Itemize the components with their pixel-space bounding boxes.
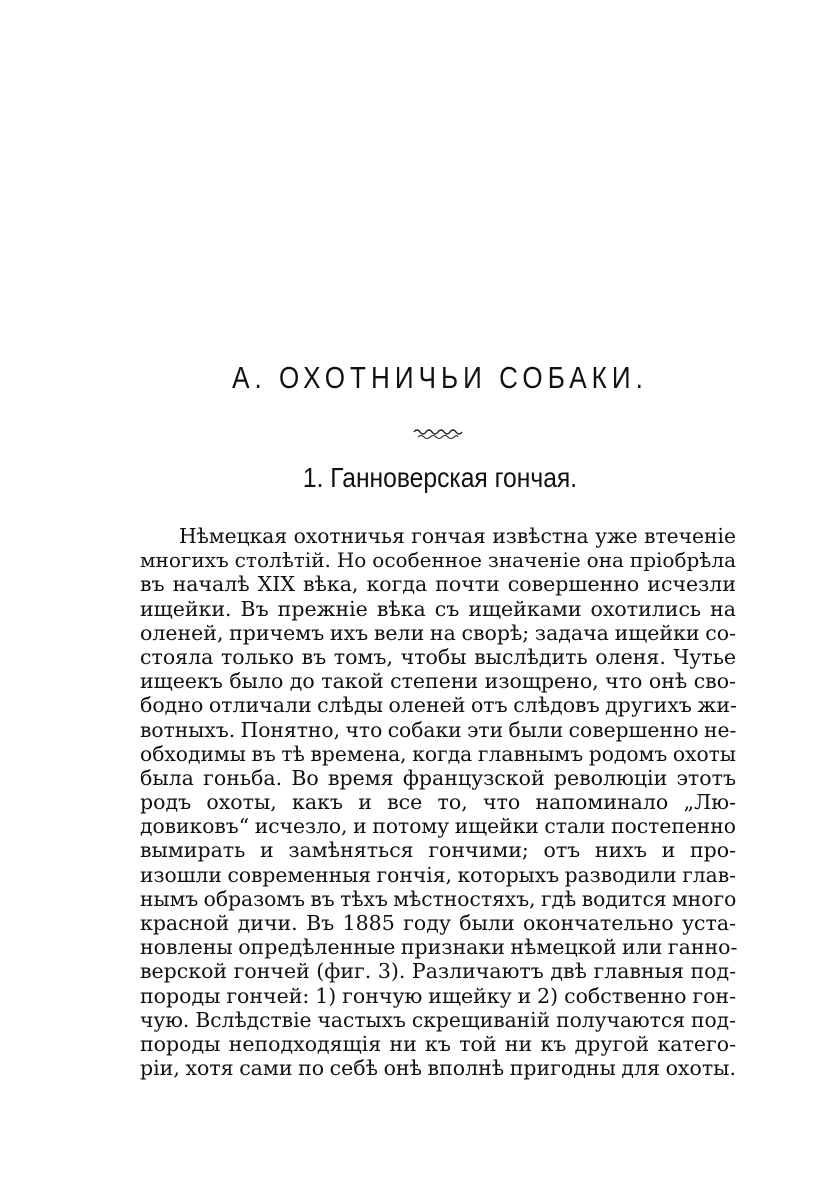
text-line: ищейки. Въ прежніе вѣка съ ищейками охотились на bbox=[140, 596, 736, 621]
text-line: породы неподходящія ни къ той ни къ другой катего- bbox=[140, 1031, 736, 1056]
text-line: стояла только въ томъ, чтобы выслѣдить оленя. Чутье bbox=[140, 644, 736, 669]
text-line: въ началѣ XIX вѣка, когда почти совершенно исчезли bbox=[140, 572, 736, 597]
chapter-title: 1. Ганноверская гончая. bbox=[302, 462, 578, 493]
text-line: чую. Вслѣдствіе частыхъ скрещиваній получаются под- bbox=[140, 1007, 736, 1032]
text-line: многихъ столѣтій. Но особенное значеніе она пріобрѣла bbox=[140, 548, 736, 573]
text-line: обходимы въ тѣ времена, когда главнымъ родомъ охоты bbox=[140, 741, 736, 766]
section-title: А. ОХОТНИЧЬИ СОБАКИ. bbox=[232, 360, 648, 395]
text-line: новлены опредѣленные признаки нѣмецкой или ганно- bbox=[140, 935, 738, 960]
text-line: была гоньба. Во время французской революціи этотъ bbox=[140, 765, 736, 790]
text-line: вымирать и замѣняться гончими; отъ нихъ и про- bbox=[140, 838, 736, 863]
text-line: бодно отличали слѣды оленей отъ слѣдовъ другихъ жи- bbox=[140, 693, 737, 718]
text-line: нымъ образомъ въ тѣхъ мѣстностяхъ, гдѣ водится много bbox=[140, 886, 737, 911]
text-line: ріи, хотя сами по себѣ онѣ вполнѣ пригодны для охоты. bbox=[140, 1056, 736, 1081]
text-line: родъ охоты, какъ и все то, что напоминало „Лю- bbox=[140, 790, 736, 815]
text-line: вотныхъ. Понятно, что собаки эти были совершенно не- bbox=[140, 717, 737, 742]
text-line: оленей, причемъ ихъ вели на сворѣ; задача ищейки со- bbox=[140, 620, 736, 645]
text-line: Нѣмецкая охотничья гончая извѣстна уже втеченіе bbox=[179, 524, 736, 548]
text-line: верской гончей (фиг. 3). Различаютъ двѣ главныя под- bbox=[140, 959, 736, 984]
body-text bbox=[140, 524, 736, 1080]
wave-ornament-icon bbox=[412, 427, 464, 441]
text-line: красной дичи. Въ 1885 году были окончательно уста- bbox=[140, 911, 736, 935]
text-line: ищеекъ было до такой степени изощрено, что онѣ сво- bbox=[140, 669, 736, 694]
text-line: довиковъ“ исчезло, и потому ищейки стали постепенно bbox=[140, 814, 736, 839]
text-line: изошли современныя гончія, которыхъ разводили глав- bbox=[140, 862, 736, 887]
text-line: породы гончей: 1) гончую ищейку и 2) собственно гон- bbox=[140, 983, 736, 1008]
